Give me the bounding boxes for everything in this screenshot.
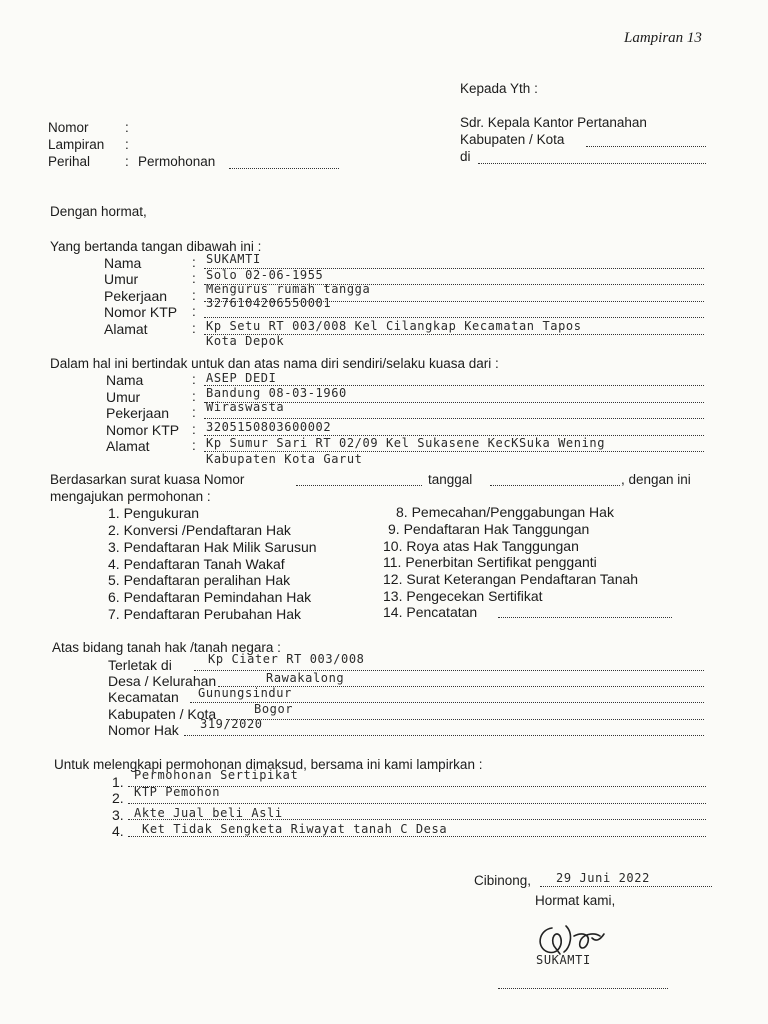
request-item: 4. Pendaftaran Tanah Wakaf [108, 556, 285, 572]
applicant-umur: Solo 02-06-1955 [206, 268, 324, 282]
attachment-item: Permohonan Sertipikat [134, 768, 299, 782]
closing-date: 29 Juni 2022 [556, 871, 650, 885]
applicant-pekerjaan-label: Pekerjaan [104, 288, 168, 304]
colon: : [192, 389, 196, 404]
addressee-regency: Kabupaten / Kota [460, 132, 565, 147]
principal-pekerjaan-label: Pekerjaan [106, 405, 170, 421]
attachment-item: KTP Pemohon [134, 785, 221, 799]
colon: : [125, 154, 129, 169]
land-terletak-label: Terletak di [108, 657, 172, 673]
colon: : [192, 422, 196, 437]
land-kabupaten-label: Kabupaten / Kota [108, 706, 217, 722]
request-item: 2. Konversi /Pendaftaran Hak [108, 522, 291, 538]
colon: : [192, 271, 196, 286]
principal-alamat-label: Alamat [106, 438, 150, 454]
pencatatan-line [498, 617, 672, 618]
request-item: 6. Pendaftaran Pemindahan Hak [108, 589, 312, 605]
applicant-alamat-2: Kota Depok [206, 334, 285, 348]
fill-line [204, 317, 704, 318]
land-desa: Rawakalong [266, 671, 345, 685]
fill-line [128, 803, 706, 804]
principal-umur: Bandung 08-03-1960 [206, 386, 347, 400]
attachment-number: 1. [112, 774, 124, 790]
request-mengajukan: mengajukan permohonan : [50, 489, 211, 504]
attachment-item: Akte Jual beli Asli [134, 806, 283, 820]
closing-place: Cibinong, [474, 873, 532, 888]
signature-line [498, 988, 668, 989]
principal-alamat-1: Kp Sumur Sari RT 02/09 Kel Sukasene KecKSuka Wening [206, 436, 606, 450]
request-item: 10. Roya atas Hak Tanggungan [383, 538, 579, 554]
annex-label: Lampiran 13 [624, 30, 702, 46]
request-item: 8. Pemecahan/Penggabungan Hak [396, 504, 614, 520]
perihal-label: Perihal [48, 154, 91, 169]
request-item: 1. Pengukuran [108, 505, 200, 521]
principal-nama-label: Nama [106, 372, 144, 388]
land-nomor-hak: 319/2020 [200, 717, 263, 731]
addressee-office: Sdr. Kepala Kantor Pertanahan [460, 115, 647, 130]
request-item: 13. Pengecekan Sertifikat [383, 588, 543, 604]
colon: : [192, 255, 196, 270]
fill-line [226, 719, 704, 720]
tanggal-line [490, 485, 620, 486]
perihal-line [229, 168, 339, 169]
lampiran-label: Lampiran [48, 137, 105, 152]
principal-umur-label: Umur [106, 389, 141, 405]
signer-name: SUKAMTI [536, 953, 591, 967]
perihal-value: Permohonan [138, 154, 216, 169]
addressee-regency-line [586, 146, 706, 147]
attachment-number: 2. [112, 790, 124, 806]
request-kuasa-nomor: Berdasarkan surat kuasa Nomor [50, 472, 245, 487]
land-kecamatan: Gunungsindur [198, 686, 292, 700]
colon: : [192, 304, 196, 319]
applicant-ktp: 3276104206550001 [206, 296, 332, 310]
attachments-intro: Untuk melengkapi permohonan dimaksud, bersama ini kami lampirkan : [54, 757, 483, 772]
applicant-alamat-1: Kp Setu RT 003/008 Kel Cilangkap Kecamatan Tapos [206, 319, 582, 333]
applicant-nama-label: Nama [104, 255, 142, 271]
applicant-umur-label: Umur [104, 271, 139, 287]
applicant-nama: SUKAMTI [206, 252, 261, 266]
closing-regards: Hormat kami, [535, 893, 616, 908]
land-terletak: Kp Ciater RT 003/008 [208, 652, 365, 666]
attachment-number: 4. [112, 823, 124, 839]
request-tanggal: tanggal [428, 472, 473, 487]
fill-line [184, 735, 704, 736]
request-dengan-ini: , dengan ini [621, 472, 691, 487]
date-line [540, 886, 712, 887]
colon: : [125, 137, 129, 152]
kuasa-nomor-line [296, 485, 422, 486]
applicant-intro: Yang bertanda tangan dibawah ini : [50, 239, 262, 254]
colon: : [125, 120, 129, 135]
land-desa-label: Desa / Kelurahan [108, 673, 217, 689]
nomor-label: Nomor [48, 120, 89, 135]
addressee-to: Kepada Yth : [460, 81, 538, 96]
request-item: 9. Pendaftaran Hak Tanggungan [388, 521, 590, 537]
applicant-pekerjaan: Mengurus rumah tangga [206, 282, 371, 296]
principal-nama: ASEP DEDI [206, 371, 277, 385]
colon: : [192, 405, 196, 420]
attachment-item: Ket Tidak Sengketa Riwayat tanah C Desa [142, 822, 448, 836]
request-item: 7. Pendaftaran Perubahan Hak [108, 606, 302, 622]
land-kecamatan-label: Kecamatan [108, 689, 179, 705]
request-item: 14. Pencatatan [383, 604, 478, 620]
addressee-at-line [478, 163, 706, 164]
greeting: Dengan hormat, [50, 204, 147, 219]
principal-alamat-2: Kabupaten Kota Garut [206, 452, 363, 466]
colon: : [192, 288, 196, 303]
request-item: 12. Surat Keterangan Pendaftaran Tanah [383, 571, 639, 587]
land-nomor-hak-label: Nomor Hak [108, 722, 179, 738]
colon: : [192, 372, 196, 387]
request-item: 5. Pendaftaran peralihan Hak [108, 572, 291, 588]
fill-line [204, 418, 704, 419]
principal-pekerjaan: Wiraswasta [206, 400, 285, 414]
attachment-number: 3. [112, 807, 124, 823]
colon: : [192, 438, 196, 453]
land-intro: Atas bidang tanah hak /tanah negara : [52, 640, 281, 655]
colon: : [192, 321, 196, 336]
applicant-ktp-label: Nomor KTP [104, 304, 178, 320]
request-item: 11. Penerbitan Sertifikat pengganti [383, 554, 597, 570]
request-item: 3. Pendaftaran Hak Milik Sarusun [108, 539, 317, 555]
land-kabupaten: Bogor [254, 702, 294, 716]
principal-ktp: 3205150803600002 [206, 420, 332, 434]
applicant-alamat-label: Alamat [104, 321, 148, 337]
fill-line [128, 836, 706, 837]
principal-intro: Dalam hal ini bertindak untuk dan atas nama diri sendiri/selaku kuasa dari : [50, 356, 499, 371]
principal-ktp-label: Nomor KTP [106, 422, 180, 438]
addressee-at: di [460, 149, 471, 164]
